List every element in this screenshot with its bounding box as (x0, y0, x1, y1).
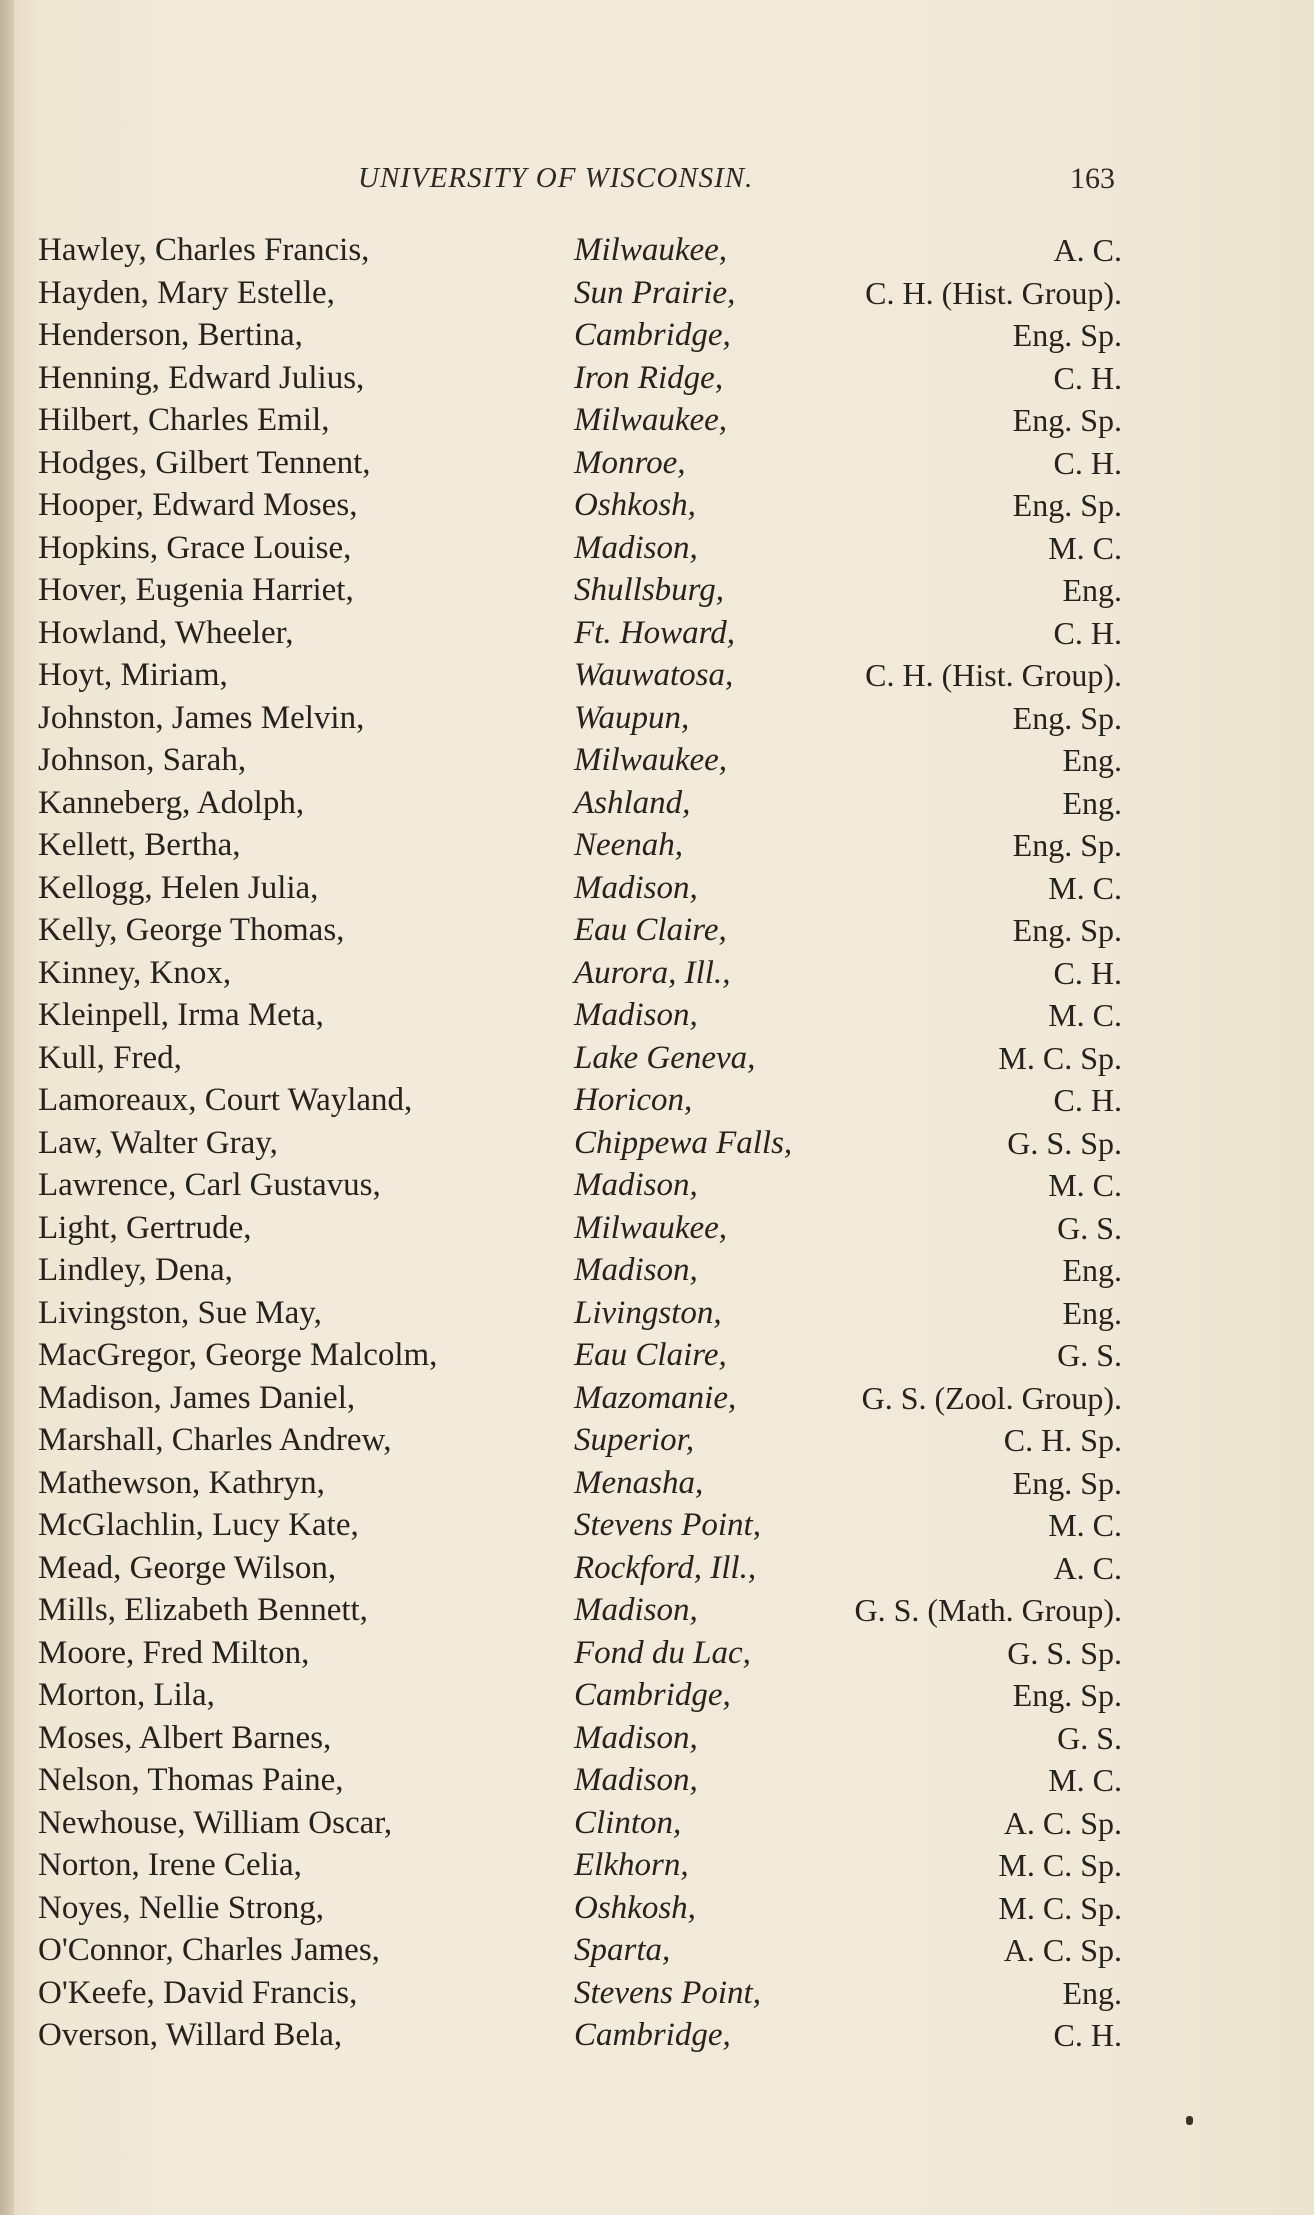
student-course: C. H. (1053, 614, 1122, 651)
student-residence: Monroe, (574, 444, 686, 481)
student-residence: Eau Claire, (574, 912, 727, 948)
student-course: Eng. (1062, 572, 1122, 608)
student-residence: Clinton, (574, 1804, 682, 1841)
student-name: Lamoreaux, Court Wayland, (38, 1082, 413, 1118)
roster-row (0, 445, 1314, 488)
student-course: C. H. (1053, 444, 1122, 481)
student-residence: Chippewa Falls, (574, 1124, 793, 1161)
roster-row (0, 1762, 1314, 1805)
student-residence: Madison, (574, 1252, 698, 1288)
student-name: Kelly, George Thomas, (38, 912, 345, 948)
roster-row (0, 1805, 1314, 1848)
running-head: UNIVERSITY OF WISCONSIN. (358, 162, 754, 194)
student-course: Eng. Sp. (1012, 1464, 1122, 1501)
student-name: Lawrence, Carl Gustavus, (38, 1167, 381, 1203)
student-residence: Milwaukee, (574, 402, 728, 438)
student-course: Eng. (1062, 784, 1122, 821)
student-residence: Iron Ridge, (574, 359, 724, 396)
student-name: Light, Gertrude, (38, 1209, 252, 1246)
student-name: Kleinpell, Irma Meta, (38, 997, 324, 1033)
roster-row (0, 1465, 1314, 1508)
ink-blot (1186, 2116, 1193, 2125)
student-course: C. H. (Hist. Group). (865, 657, 1122, 693)
roster-row (0, 1252, 1314, 1295)
student-residence: Madison, (574, 997, 698, 1033)
student-name: Marshall, Charles Andrew, (38, 1422, 392, 1458)
student-course: G. S. Sp. (1007, 1124, 1122, 1161)
roster-row (0, 1380, 1314, 1423)
roster-row (0, 955, 1314, 998)
student-residence: Fond du Lac, (574, 1634, 751, 1671)
student-name: Hilbert, Charles Emil, (38, 402, 330, 438)
student-course: M. C. Sp. (998, 1889, 1122, 1926)
student-residence: Milwaukee, (574, 232, 728, 268)
roster-row (0, 317, 1314, 360)
student-name: Kellogg, Helen Julia, (38, 869, 319, 906)
student-name: MacGregor, George Malcolm, (38, 1337, 438, 1373)
student-residence: Wauwatosa, (574, 657, 734, 693)
student-course: C. H. (1053, 2017, 1122, 2053)
page-header (0, 162, 1314, 202)
roster-row (0, 275, 1314, 318)
student-course: C. H. (1053, 359, 1122, 396)
roster-row (0, 402, 1314, 445)
student-name: McGlachlin, Lucy Kate, (38, 1507, 359, 1543)
student-course: A. C. Sp. (1003, 1804, 1122, 1841)
roster-row (0, 2017, 1314, 2060)
student-name: Madison, James Daniel, (38, 1379, 356, 1416)
roster-row (0, 1210, 1314, 1253)
student-residence: Neenah, (574, 827, 684, 863)
roster-row (0, 1125, 1314, 1168)
student-residence: Menasha, (574, 1464, 704, 1501)
student-residence: Superior, (574, 1422, 695, 1458)
student-residence: Shullsburg, (574, 572, 725, 608)
student-course: Eng. Sp. (1012, 402, 1122, 438)
student-residence: Madison, (574, 1762, 698, 1798)
student-course: Eng. (1062, 1294, 1122, 1331)
roster-row (0, 785, 1314, 828)
roster-row (0, 572, 1314, 615)
student-course: G. S. (1057, 1719, 1122, 1756)
roster-row (0, 1635, 1314, 1678)
student-course: Eng. (1062, 1974, 1122, 2011)
student-name: Lindley, Dena, (38, 1252, 233, 1288)
student-course: M. C. (1048, 1167, 1122, 1203)
roster-row (0, 1167, 1314, 1210)
student-residence: Cambridge, (574, 1677, 731, 1713)
roster-row (0, 870, 1314, 913)
student-residence: Madison, (574, 529, 698, 566)
student-course: M. C. Sp. (998, 1847, 1122, 1883)
student-residence: Sun Prairie, (574, 274, 736, 311)
student-residence: Oshkosh, (574, 487, 696, 523)
student-residence: Horicon, (574, 1082, 693, 1118)
student-residence: Eau Claire, (574, 1337, 727, 1373)
student-name: Livingston, Sue May, (38, 1294, 322, 1331)
student-name: Moses, Albert Barnes, (38, 1719, 332, 1756)
student-name: O'Keefe, David Francis, (38, 1974, 358, 2011)
student-name: Law, Walter Gray, (38, 1124, 278, 1161)
roster-row (0, 1422, 1314, 1465)
student-name: Kull, Fred, (38, 1039, 182, 1076)
roster-row (0, 1507, 1314, 1550)
student-residence: Cambridge, (574, 317, 731, 353)
student-residence: Elkhorn, (574, 1847, 689, 1883)
roster-row (0, 615, 1314, 658)
student-name: Kanneberg, Adolph, (38, 784, 305, 821)
student-name: Hopkins, Grace Louise, (38, 529, 352, 566)
page-number: 163 (1070, 162, 1115, 195)
student-course: Eng. Sp. (1012, 912, 1122, 948)
roster-row (0, 232, 1314, 275)
student-residence: Waupun, (574, 699, 690, 736)
student-course: C. H. Sp. (1003, 1422, 1122, 1458)
student-roster (0, 232, 1314, 2060)
student-name: Morton, Lila, (38, 1677, 215, 1713)
student-course: M. C. (1048, 1762, 1122, 1798)
roster-row (0, 360, 1314, 403)
student-name: Hooper, Edward Moses, (38, 487, 358, 523)
student-residence: Livingston, (574, 1294, 722, 1331)
student-course: M. C. (1048, 997, 1122, 1033)
student-residence: Aurora, Ill., (574, 954, 731, 991)
student-course: G. S. Sp. (1007, 1634, 1122, 1671)
roster-row (0, 1040, 1314, 1083)
roster-row (0, 1592, 1314, 1635)
roster-row (0, 700, 1314, 743)
roster-row (0, 487, 1314, 530)
student-residence: Sparta, (574, 1932, 671, 1968)
student-name: Moore, Fred Milton, (38, 1634, 310, 1671)
student-name: Hoyt, Miriam, (38, 657, 228, 693)
student-course: Eng. (1062, 1252, 1122, 1288)
student-course: M. C. (1048, 1507, 1122, 1543)
student-residence: Ft. Howard, (574, 614, 736, 651)
roster-row (0, 1932, 1314, 1975)
student-residence: Mazomanie, (574, 1379, 737, 1416)
student-course: A. C. (1053, 232, 1122, 268)
roster-row (0, 742, 1314, 785)
student-course: C. H. (1053, 954, 1122, 991)
student-name: Johnson, Sarah, (38, 742, 247, 778)
roster-row (0, 997, 1314, 1040)
student-residence: Milwaukee, (574, 1209, 728, 1246)
student-name: Kellett, Bertha, (38, 827, 241, 863)
student-name: Henderson, Bertina, (38, 317, 303, 353)
student-name: Kinney, Knox, (38, 954, 232, 991)
student-name: Noyes, Nellie Strong, (38, 1889, 324, 1926)
student-name: Hover, Eugenia Harriet, (38, 572, 354, 608)
student-residence: Madison, (574, 869, 698, 906)
roster-row (0, 1847, 1314, 1890)
student-course: Eng. Sp. (1012, 487, 1122, 523)
student-residence: Stevens Point, (574, 1974, 761, 2011)
roster-row (0, 1975, 1314, 2018)
student-course: Eng. (1062, 742, 1122, 778)
student-name: Mathewson, Kathryn, (38, 1464, 325, 1501)
student-name: Overson, Willard Bela, (38, 2017, 343, 2053)
roster-row (0, 530, 1314, 573)
student-course: A. C. (1053, 1549, 1122, 1586)
student-residence: Stevens Point, (574, 1507, 761, 1543)
student-course: A. C. Sp. (1003, 1932, 1122, 1968)
student-residence: Cambridge, (574, 2017, 731, 2053)
student-name: Hodges, Gilbert Tennent, (38, 444, 371, 481)
student-course: M. C. (1048, 529, 1122, 566)
student-course: C. H. (Hist. Group). (865, 274, 1122, 311)
student-name: Howland, Wheeler, (38, 614, 294, 651)
student-course: C. H. (1053, 1082, 1122, 1118)
roster-row (0, 657, 1314, 700)
roster-row (0, 827, 1314, 870)
student-course: G. S. (Math. Group). (854, 1592, 1122, 1628)
student-name: Norton, Irene Celia, (38, 1847, 302, 1883)
student-course: Eng. Sp. (1012, 1677, 1122, 1713)
student-course: G. S. (1057, 1209, 1122, 1246)
roster-row (0, 1337, 1314, 1380)
roster-row (0, 1550, 1314, 1593)
student-residence: Ashland, (574, 784, 691, 821)
student-course: G. S. (Zool. Group). (861, 1379, 1122, 1416)
roster-row (0, 1082, 1314, 1125)
roster-row (0, 912, 1314, 955)
student-course: M. C. Sp. (998, 1039, 1122, 1076)
student-residence: Madison, (574, 1592, 698, 1628)
student-residence: Madison, (574, 1167, 698, 1203)
student-name: Newhouse, William Oscar, (38, 1804, 393, 1841)
roster-row (0, 1677, 1314, 1720)
student-residence: Oshkosh, (574, 1889, 696, 1926)
roster-row (0, 1890, 1314, 1933)
student-name: Johnston, James Melvin, (38, 699, 365, 736)
student-name: Mead, George Wilson, (38, 1549, 337, 1586)
student-name: Hayden, Mary Estelle, (38, 274, 335, 311)
student-course: Eng. Sp. (1012, 699, 1122, 736)
student-course: M. C. (1048, 869, 1122, 906)
student-course: Eng. Sp. (1012, 317, 1122, 353)
student-name: Nelson, Thomas Paine, (38, 1762, 344, 1798)
student-residence: Milwaukee, (574, 742, 728, 778)
student-course: G. S. (1057, 1337, 1122, 1373)
student-residence: Madison, (574, 1719, 698, 1756)
student-name: O'Connor, Charles James, (38, 1932, 380, 1968)
student-name: Hawley, Charles Francis, (38, 232, 370, 268)
student-residence: Rockford, Ill., (574, 1549, 757, 1586)
student-name: Mills, Elizabeth Bennett, (38, 1592, 368, 1628)
student-name: Henning, Edward Julius, (38, 359, 365, 396)
student-residence: Lake Geneva, (574, 1039, 756, 1076)
roster-row (0, 1720, 1314, 1763)
roster-row (0, 1295, 1314, 1338)
student-course: Eng. Sp. (1012, 827, 1122, 863)
